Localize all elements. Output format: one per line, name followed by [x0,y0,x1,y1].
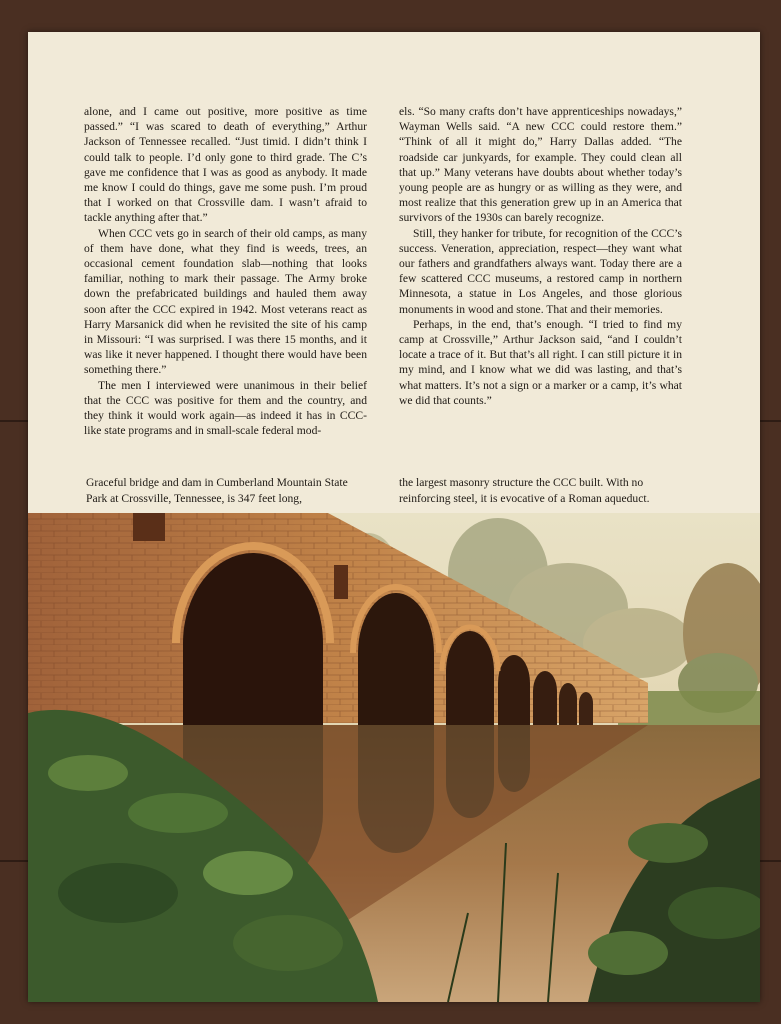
photo-caption-left: Graceful bridge and dam in Cumberland Mountain State Park at Crossville, Tennessee, is 347 feet long, [86,476,348,505]
bridge-photo [28,513,760,1002]
paragraph: Still, they hanker for tribute, for recognition of the CCC’s success. Veneration, appreciation, respect—they want what our fathers and grandfathers always want. Today there are a few scattered CCC museums, a restored camp in northern Minnesota, a statue in Los Angeles, and those glorious monuments in wood and stone. That and their memories. [399,226,682,316]
photo-caption-right: the largest masonry structure the CCC built. With no reinforcing steel, it is evocative of a Roman aqueduct. [399,476,650,505]
paragraph: When CCC vets go in search of their old camps, as many of them have done, what they find is weeds, trees, an occasional cement foundation slab—nothing that looks familiar, nothing to mark their passage. The Army broke down the prefabricated buildings and hauled them away soon after the CCC expired in 1942. Most veterans react as Harry Marsanick did when he revisited the site of his camp in Missouri: “I was surprised. I was there 15 months, and it was like it never happened. I thought there would have been something there.” [84,226,367,377]
paragraph: Perhaps, in the end, that’s enough. “I tried to find my camp at Crossville,” Arthur Jackson said, “and I couldn’t locate a trace of it. But that’s all right. I can still picture it in my mind, and I know what we did was lasting, and that’s what matters. It’s not a sign or a marker or a camp, it’s what we did that counts.” [399,317,682,407]
article-column-right [399,104,682,408]
magazine-page [28,32,760,1002]
paragraph: els. “So many crafts don’t have apprenticeships nowadays,” Wayman Wells said. “A new CCC could restore them.” “Think of all it might do,” Harry Dallas added. “The roadside car junkyards, for example. They could clean all that up.” Many veterans have doubts about whether today’s young people are as hungry or as willing as they were, and most realize that this generation grew up in an America that survivors of the 1930s can barely recognize. [399,105,682,225]
paragraph: alone, and I came out positive, more positive as time passed.” “I was scared to death of everything,” Arthur Jackson of Tennessee recalled. “Just timid. I didn’t think I could talk to people. I’d only gone to third grade. The C’s gave me confidence that I was as good as anybody. It made me know I could do things, gave me some push. I’m proud that I worked on that Crossville dam. I wasn’t afraid to tackle anything after that.” [84,105,367,225]
article-column-left [84,104,367,438]
paragraph: The men I interviewed were unanimous in their belief that the CCC was positive for them and the country, and they think it would work again—as indeed it has in CCC-like state programs and in small-scale federal mod- [84,378,367,438]
